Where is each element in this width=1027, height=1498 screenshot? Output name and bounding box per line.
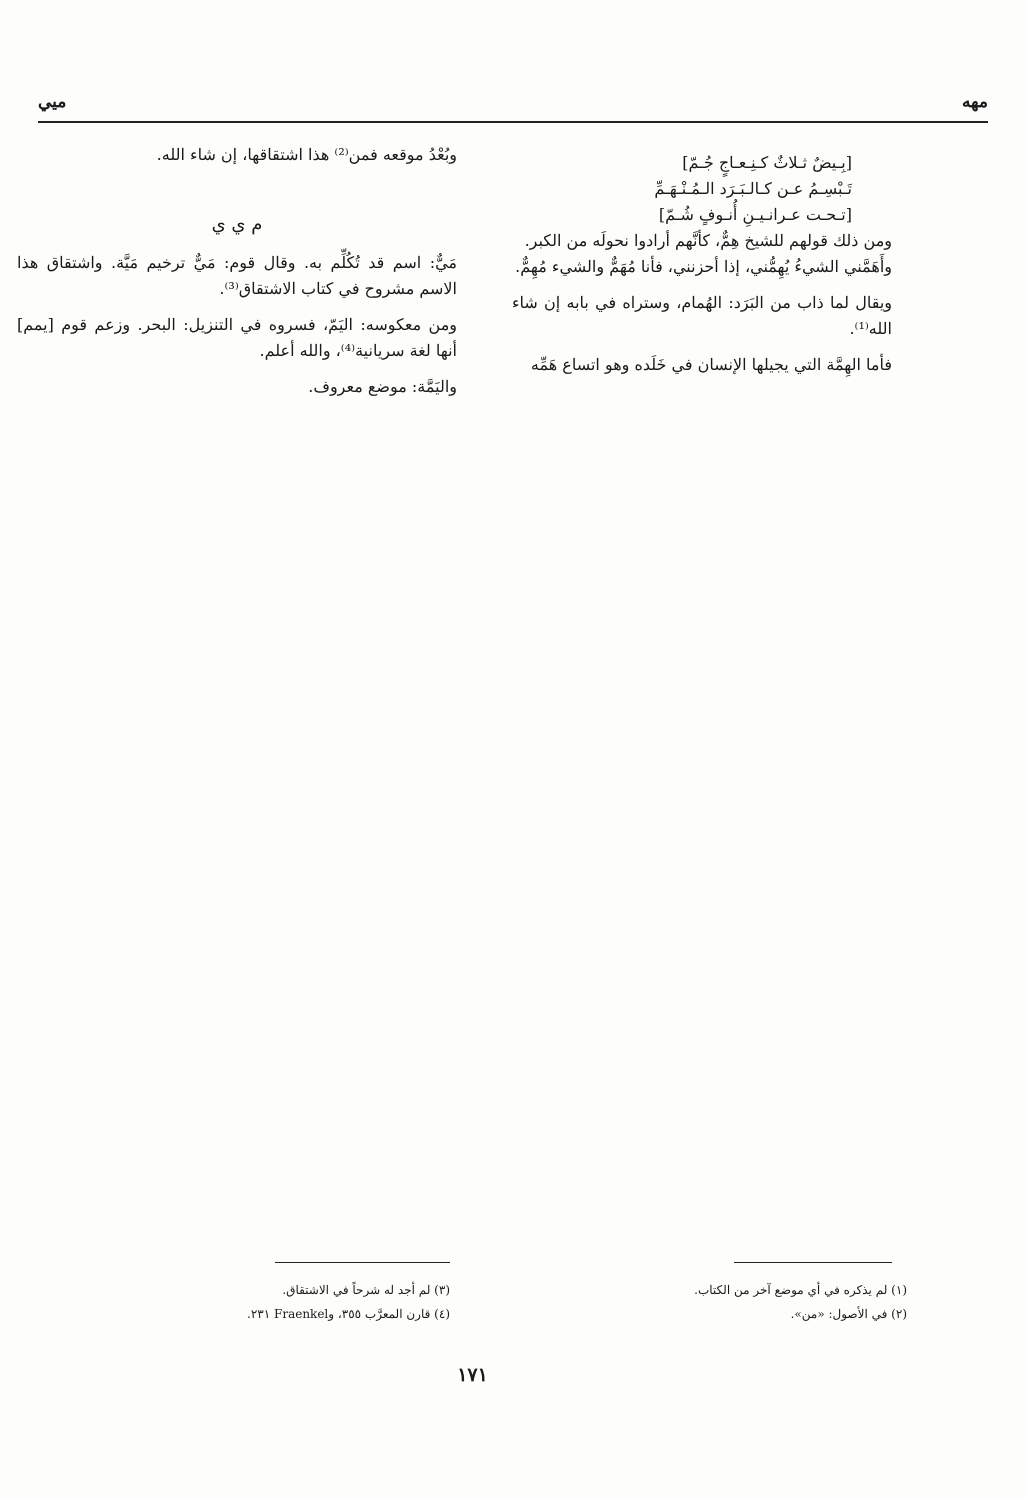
footnotes-right bbox=[547, 1278, 907, 1326]
paragraph: ويقال لما ذاب من البَرَد: الهُمام، وستراه في بابه إن شاء الله⁽¹⁾. bbox=[512, 293, 892, 338]
paragraph: ومن ذلك قولهم للشيخ هِمٌّ، كأنَّهم أرادوا نحولَه من الكبر. bbox=[524, 231, 892, 250]
header-root-right: مهه bbox=[961, 92, 988, 112]
footnote-divider bbox=[734, 1262, 892, 1263]
poem-verse bbox=[512, 150, 892, 228]
paragraph: ومن معكوسه: اليَمّ، فسروه في التنزيل: البحر. وزعم قوم [يمم] أنها لغة سريانية⁽⁴⁾، والله أعلم. bbox=[17, 315, 457, 360]
root-heading: م ي ي bbox=[211, 214, 263, 235]
verse-line: [بِـيضٌ ثـلاثٌ كـنِـعـاجٍ جُـمّ] bbox=[682, 153, 852, 172]
left-column bbox=[17, 142, 457, 400]
running-header bbox=[38, 92, 988, 122]
paragraph: واليَمَّة: موضع معروف. bbox=[308, 377, 457, 396]
footnote-divider bbox=[275, 1262, 450, 1263]
page-number: ١٧١ bbox=[457, 1364, 488, 1386]
footnote: (٤) قارن المعرَّب ٣٥٥، وFraenkel ٢٣١. bbox=[247, 1307, 450, 1321]
right-column bbox=[512, 150, 892, 378]
header-divider bbox=[38, 121, 988, 123]
verse-line: تَـبْسِـمُ عـن كـالـبَـرَد الـمُـنْـهَـمِّ bbox=[654, 179, 852, 198]
footnote: (٢) في الأصول: «من». bbox=[790, 1307, 907, 1321]
footnotes-left bbox=[90, 1278, 450, 1326]
footnote: (٣) لم أجد له شرحاً في الاشتقاق. bbox=[282, 1283, 450, 1297]
paragraph: فأما الهِمَّة التي يجيلها الإنسان في خَلَده وهو اتساع هَمِّه bbox=[530, 355, 892, 374]
header-root-left: ميي bbox=[38, 92, 67, 112]
paragraph: مَيٌّ: اسم قد تُكُلِّم به. وقال قوم: مَيٌّ ترخيم مَيَّة. واشتقاق هذا الاسم مشروح في كتاب الاشتقاق⁽³⁾. bbox=[17, 253, 457, 298]
verse-line: [تـحـت عـرانـيـنِ أُنـوفٍ شُـمّ] bbox=[658, 205, 852, 224]
paragraph: وأَهَمَّني الشيءُ يُهِمُّني، إذا أحزنني، فأنا مُهَمٌّ والشيء مُهِمٌّ. bbox=[515, 257, 892, 276]
paragraph: وبُعْدُ موقعه فمن⁽²⁾ هذا اشتقاقها، إن شاء الله. bbox=[156, 145, 457, 164]
footnote: (١) لم يذكره في أي موضع آخر من الكتاب. bbox=[694, 1283, 907, 1297]
